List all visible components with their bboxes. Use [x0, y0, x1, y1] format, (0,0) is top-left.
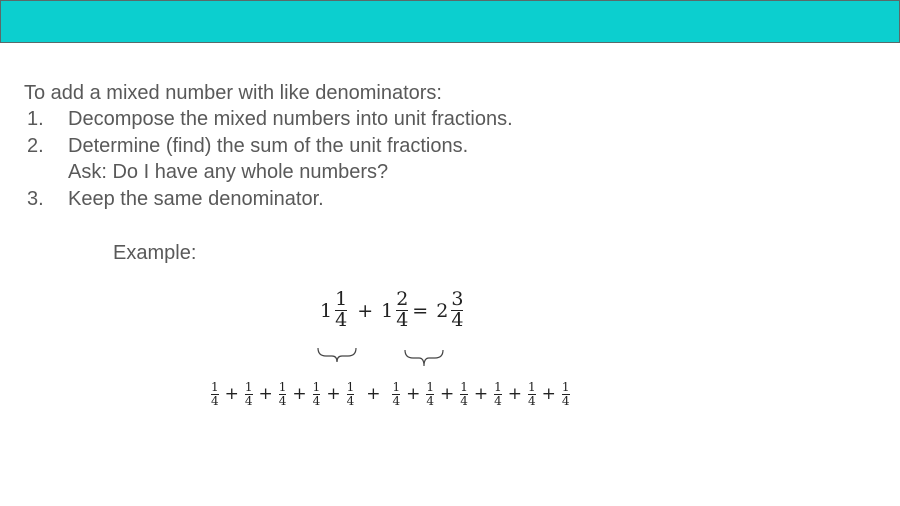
denominator: 4 — [392, 393, 401, 408]
unit-fraction — [426, 381, 434, 407]
numerator: 1 — [346, 380, 355, 394]
denominator: 4 — [561, 393, 570, 408]
denominator: 4 — [451, 309, 464, 332]
denominator: 4 — [278, 393, 287, 408]
mixed-whole: 1 — [381, 299, 394, 322]
denominator: 4 — [528, 393, 536, 408]
plus-sign: + — [366, 384, 381, 405]
plus-sign: + — [357, 299, 374, 322]
numerator: 2 — [396, 288, 409, 310]
equals-sign: = — [412, 299, 429, 322]
unit-fraction — [494, 381, 502, 407]
numerator: 1 — [392, 380, 401, 394]
plus-sign: + — [507, 384, 523, 405]
unit-fraction — [279, 381, 287, 407]
plus-sign: + — [541, 384, 556, 405]
denominator: 4 — [460, 393, 468, 408]
plus-sign: + — [224, 384, 239, 405]
plus-sign: + — [406, 384, 421, 405]
plus-sign: + — [326, 384, 341, 405]
numerator: 1 — [561, 380, 570, 394]
denominator: 4 — [211, 393, 219, 408]
numerator: 1 — [426, 380, 434, 394]
numerator: 1 — [278, 380, 287, 394]
numerator: 1 — [244, 380, 253, 394]
unit-fraction — [245, 381, 253, 407]
denominator: 4 — [335, 309, 348, 332]
plus-sign: + — [473, 384, 489, 405]
unit-fraction — [211, 381, 219, 407]
denominator: 4 — [426, 393, 434, 408]
step-number: 1. — [27, 108, 44, 130]
step-number: 2. — [27, 134, 44, 157]
mixed-whole: 2 — [436, 299, 449, 322]
numerator: 1 — [528, 380, 536, 394]
numerator: 1 — [335, 288, 348, 310]
numerator: 1 — [494, 380, 502, 394]
denominator: 4 — [396, 309, 409, 332]
step-text: Determine (find) the sum of the unit fractions. — [68, 134, 469, 157]
denominator: 4 — [494, 393, 502, 408]
unit-fraction — [313, 381, 321, 407]
brace-second-term — [405, 350, 443, 366]
unit-fraction — [392, 381, 400, 407]
unit-fraction — [347, 381, 355, 407]
step-text: Decompose the mixed numbers into unit fractions. — [68, 108, 513, 130]
plus-sign: + — [258, 384, 273, 405]
unit-fraction-expansion — [208, 381, 573, 407]
intro-text: To add a mixed number with like denominators: — [24, 82, 442, 104]
unit-fraction — [460, 381, 468, 407]
unit-fraction — [562, 381, 570, 407]
denominator: 4 — [346, 393, 355, 408]
example-label: Example: — [113, 242, 197, 264]
unit-fraction — [528, 381, 536, 407]
denominator: 4 — [244, 393, 253, 408]
numerator: 1 — [211, 380, 219, 394]
step-text: Keep the same denominator. — [68, 187, 324, 210]
denominator: 4 — [312, 393, 321, 408]
numerator: 1 — [460, 380, 468, 394]
step-subtext: Ask: Do I have any whole numbers? — [68, 161, 389, 183]
numerator: 1 — [312, 380, 321, 394]
numerator: 3 — [451, 288, 464, 310]
expansion-row — [208, 381, 573, 407]
mixed-whole: 1 — [320, 299, 333, 322]
brace-first-term — [318, 348, 356, 362]
plus-sign: + — [439, 384, 455, 405]
step-number: 3. — [27, 187, 44, 210]
plus-sign: + — [292, 384, 307, 405]
